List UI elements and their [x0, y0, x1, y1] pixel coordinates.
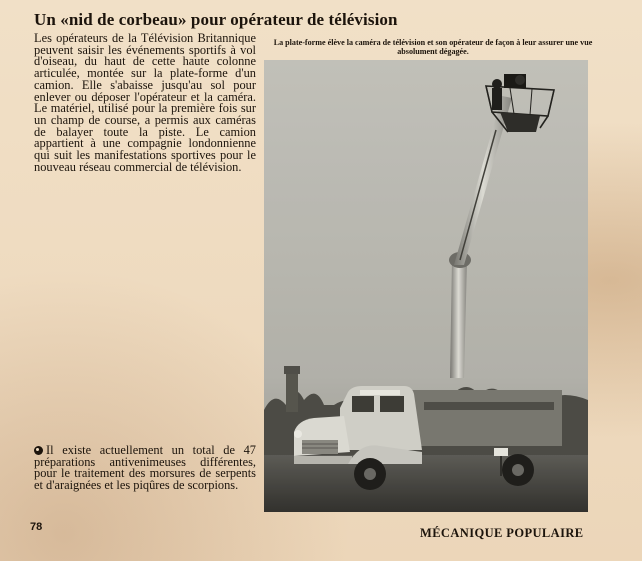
side-note — [34, 445, 256, 492]
side-note-text: Il existe actuellement un total de 47 préparations antivenimeuses différentes, pour le traitement des morsures de serpents et d'araignées et les piqûres de scorpions. — [34, 443, 256, 493]
article-title: Un «nid de corbeau» pour opérateur de télévision — [34, 10, 398, 29]
photo-illustration — [264, 60, 588, 512]
article-photo — [264, 60, 588, 512]
article-body: Les opérateurs de la Télévision Britannique peuvent saisir les événements sportifs à vol d'oiseau, du haut de cette haute colonne articulée, montée sur la plate-forme d'un camion. Elle s'abaisse jusqu'au sol pour enlever ou déposer l'opérateur et la caméra. Le matériel, utilisé pour la première fois sur un champ de course, a permis aux caméras de balayer toute la piste. Le camion appartient à une compagnie londonnienne qui suit les manifestations sportives pour le nouveau réseau commercial de télévision. — [34, 31, 256, 174]
bullet-icon — [34, 446, 43, 455]
magazine-name: MÉCANIQUE POPULAIRE — [420, 526, 584, 540]
photo-caption: La plate-forme élève la caméra de télévision et son opérateur de façon à leur assurer une vue absolument dégagée. — [273, 38, 593, 56]
page-number: 78 — [30, 521, 43, 533]
